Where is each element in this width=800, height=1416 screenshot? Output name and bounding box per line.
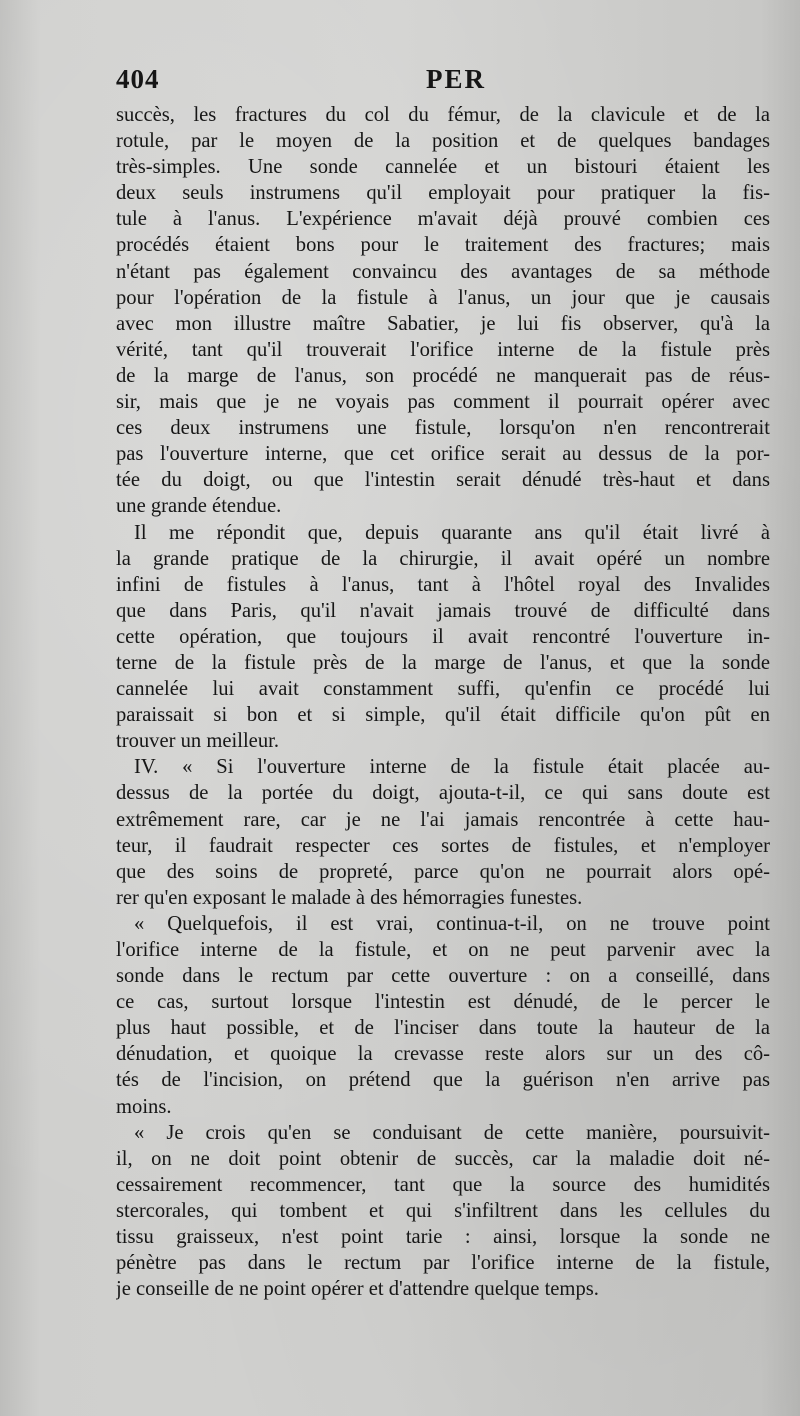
paragraph: [116, 520, 770, 755]
text-line: l'orifice interne de la fistule, et on ne peut parvenir avec la: [116, 939, 770, 961]
text-line: ce cas, surtout lorsque l'intestin est dénudé, de le percer le: [116, 991, 770, 1014]
text-line: pénètre pas dans le rectum par l'orifice interne de la fistule,: [116, 1252, 770, 1275]
text-line: ces deux instrumens une fistule, lorsqu'on n'en rencontrerait: [116, 417, 770, 440]
text-line: tée du doigt, ou que l'intestin serait dénudé très-haut et dans: [116, 469, 770, 492]
paragraph: [116, 1120, 770, 1303]
text-line: tés de l'incision, on prétend que la guérison n'en arrive pas: [116, 1069, 770, 1092]
text-line: avec mon illustre maître Sabatier, je lui fis observer, qu'à la: [116, 312, 770, 335]
paragraph: [116, 754, 770, 911]
paragraph: [116, 102, 770, 520]
text-line: Il me répondit que, depuis quarante ans qu'il était livré à: [134, 521, 770, 544]
text-line: cette opération, que toujours il avait rencontré l'ouverture in-: [116, 625, 770, 648]
body-text: [116, 102, 770, 1302]
text-line: procédés étaient bons pour le traitement des fractures; mais: [116, 234, 770, 257]
text-line: plus haut possible, et de l'inciser dans toute la hauteur de la: [116, 1017, 770, 1040]
text-line: n'étant pas également convaincu des avantages de sa méthode: [116, 260, 770, 283]
text-line: une grande étendue.: [116, 495, 282, 518]
text-line: sonde dans le rectum par cette ouverture : on a conseillé, dans: [116, 965, 770, 988]
text-line: rotule, par le moyen de la position et de quelques bandages: [116, 130, 770, 153]
running-head: PER: [426, 64, 486, 94]
text-line: infini de fistules à l'anus, tant à l'hôtel royal des Invalides: [116, 573, 770, 596]
text-line: tissu graisseux, n'est point tarie : ainsi, lorsque la sonde ne: [116, 1226, 770, 1249]
text-line: sir, mais que je ne voyais pas comment il pourrait opérer avec: [116, 391, 770, 414]
text-line: IV. « Si l'ouverture interne de la fistule était placée au-: [134, 756, 770, 779]
text-line: vérité, tant qu'il trouverait l'orifice interne de la fistule près: [116, 338, 770, 361]
text-line: tule à l'anus. L'expérience m'avait déjà prouvé combien ces: [116, 208, 770, 231]
text-line: pour l'opération de la fistule à l'anus, un jour que je causais: [116, 286, 770, 309]
text-line: dénudation, et quoique la crevasse reste alors sur un des cô-: [116, 1043, 770, 1066]
text-line: « Quelquefois, il est vrai, continua-t-il, on ne trouve point: [134, 912, 770, 935]
text-line: je conseille de ne point opérer et d'attendre quelque temps.: [116, 1278, 599, 1301]
text-line: dessus de la portée du doigt, ajouta-t-il, ce qui sans doute est: [116, 782, 770, 805]
paragraph: [116, 911, 770, 1120]
text-line: rer qu'en exposant le malade à des hémorragies funestes.: [116, 886, 583, 909]
text-line: cessairement recommencer, tant que la source des humidités: [116, 1173, 770, 1196]
text-line: la grande pratique de la chirurgie, il avait opéré un nombre: [116, 547, 770, 570]
text-line: il, on ne doit point obtenir de succès, car la maladie doit né-: [116, 1147, 770, 1170]
text-line: stercorales, qui tombent et qui s'infiltrent dans les cellules du: [116, 1199, 770, 1222]
text-line: que des soins de propreté, parce qu'on ne pourrait alors opé-: [116, 860, 770, 883]
text-line: paraissait si bon et si simple, qu'il était difficile qu'on pût en: [116, 704, 770, 727]
text-line: terne de la fistule près de la marge de l'anus, et que la sonde: [116, 651, 770, 674]
text-line: trouver un meilleur.: [116, 730, 279, 753]
text-line: deux seuls instrumens qu'il employait pour pratiquer la fis-: [116, 182, 770, 205]
page-number: 404: [116, 64, 160, 94]
text-line: extrêmement rare, car je ne l'ai jamais rencontrée à cette hau-: [116, 808, 770, 831]
text-line: teur, il faudrait respecter ces sortes de fistules, et n'employer: [116, 834, 770, 857]
text-line: moins.: [116, 1095, 172, 1118]
text-line: que dans Paris, qu'il n'avait jamais trouvé de difficulté dans: [116, 599, 770, 622]
text-line: succès, les fractures du col du fémur, de la clavicule et de la: [116, 104, 770, 126]
text-line: très-simples. Une sonde cannelée et un bistouri étaient les: [116, 156, 770, 179]
page-header: [116, 64, 766, 100]
text-line: de la marge de l'anus, son procédé ne manquerait pas de réus-: [116, 364, 770, 387]
text-line: « Je crois qu'en se conduisant de cette manière, poursuivit-: [134, 1121, 770, 1144]
text-line: pas l'ouverture interne, que cet orifice serait au dessus de la por-: [116, 443, 770, 466]
text-line: cannelée lui avait constamment suffi, qu'enfin ce procédé lui: [116, 678, 770, 701]
